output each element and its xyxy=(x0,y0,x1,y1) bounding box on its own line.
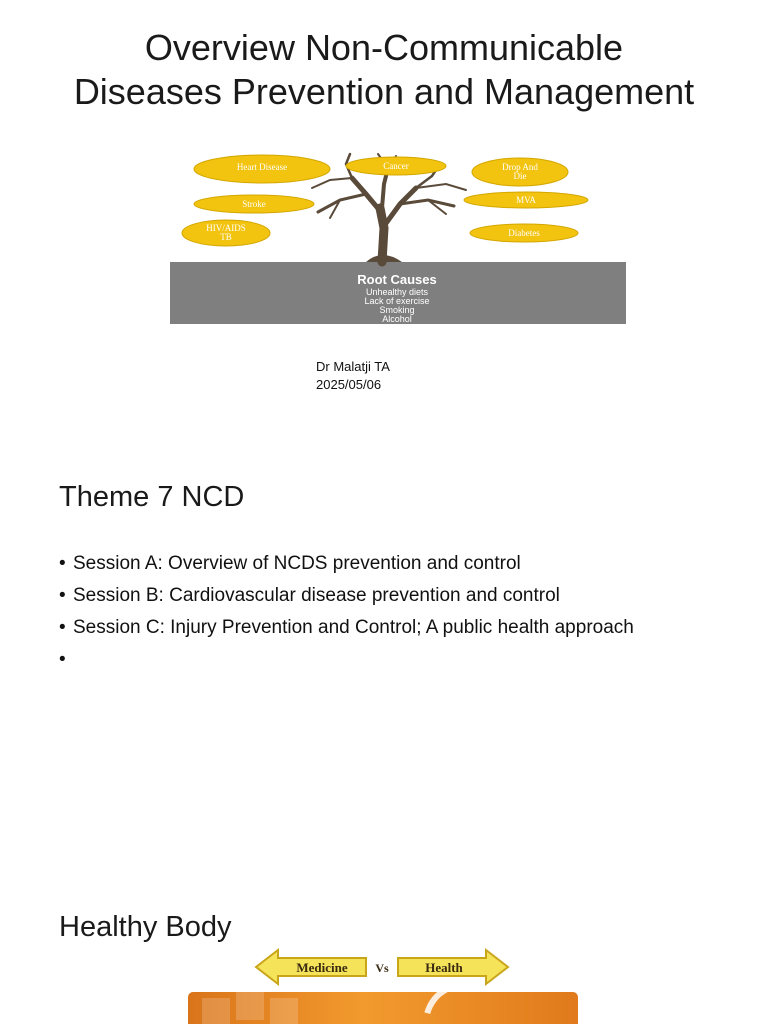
session-c-text: Session C: Injury Prevention and Control; A public health approach xyxy=(73,617,634,638)
slide-heading: Theme 7 NCD xyxy=(59,481,245,513)
orange-banner xyxy=(188,992,578,1024)
bullet-icon: • xyxy=(59,649,66,670)
list-item xyxy=(59,548,634,580)
root-causes-title: Root Causes xyxy=(357,272,437,287)
bubble-diabetes xyxy=(470,224,578,242)
session-list xyxy=(59,548,634,676)
title-slide xyxy=(0,0,768,440)
list-item xyxy=(59,580,634,612)
author-name: Dr Malatji TA xyxy=(316,359,390,374)
root-cause-3: Smoking xyxy=(379,305,415,315)
banner-swoosh xyxy=(408,992,520,1024)
list-item xyxy=(59,612,634,644)
bullet-icon: • xyxy=(59,585,66,606)
ncd-tree-figure xyxy=(170,148,626,328)
bubble-diabetes-label: Diabetes xyxy=(508,228,540,238)
theme-slide xyxy=(0,440,768,880)
bubble-mva-label: MVA xyxy=(516,195,536,205)
health-label: Health xyxy=(425,960,463,975)
bubble-hiv-aids-tb xyxy=(182,220,270,246)
medicine-label: Medicine xyxy=(296,960,348,975)
slide-heading: Healthy Body xyxy=(59,911,232,943)
bubble-hiv-aids-label: HIV/AIDS xyxy=(206,223,246,233)
bubble-drop-and-die xyxy=(472,158,568,186)
root-cause-4: Alcohol xyxy=(382,314,412,324)
bubble-stroke-label: Stroke xyxy=(242,199,266,209)
bubble-cancer-label: Cancer xyxy=(383,161,409,171)
root-cause-2: Lack of exercise xyxy=(364,296,430,306)
bullet-icon: • xyxy=(59,553,66,574)
title-line-1: Overview Non-Communicable xyxy=(144,27,624,68)
banner-tile xyxy=(270,998,298,1024)
vs-label: Vs xyxy=(375,961,389,975)
bubble-mva xyxy=(464,192,588,208)
root-cause-1: Unhealthy diets xyxy=(365,287,429,297)
presentation-date: 2025/05/06 xyxy=(316,377,382,392)
bubble-heart-disease xyxy=(194,155,330,183)
bubble-drop-and-die-label-2: Die xyxy=(513,171,527,181)
author-block xyxy=(316,358,390,394)
medicine-vs-health-figure xyxy=(254,946,510,988)
bubble-cancer xyxy=(346,157,446,175)
list-item xyxy=(59,644,634,676)
session-b-text: Session B: Cardiovascular disease prevention and control xyxy=(73,585,560,606)
banner-tile xyxy=(236,992,264,1020)
session-a-text: Session A: Overview of NCDS prevention and control xyxy=(73,553,521,574)
bubble-stroke xyxy=(194,195,314,213)
bubble-heart-disease-label: Heart Disease xyxy=(236,162,288,172)
slide-title xyxy=(0,26,768,114)
bullet-icon: • xyxy=(59,617,66,638)
title-line-2: Diseases Prevention and Management xyxy=(73,71,695,112)
bubble-tb-label: TB xyxy=(220,232,232,242)
healthy-body-slide xyxy=(0,880,768,1024)
bubble-drop-and-die-label-1: Drop And xyxy=(502,162,538,172)
banner-tile xyxy=(202,998,230,1024)
